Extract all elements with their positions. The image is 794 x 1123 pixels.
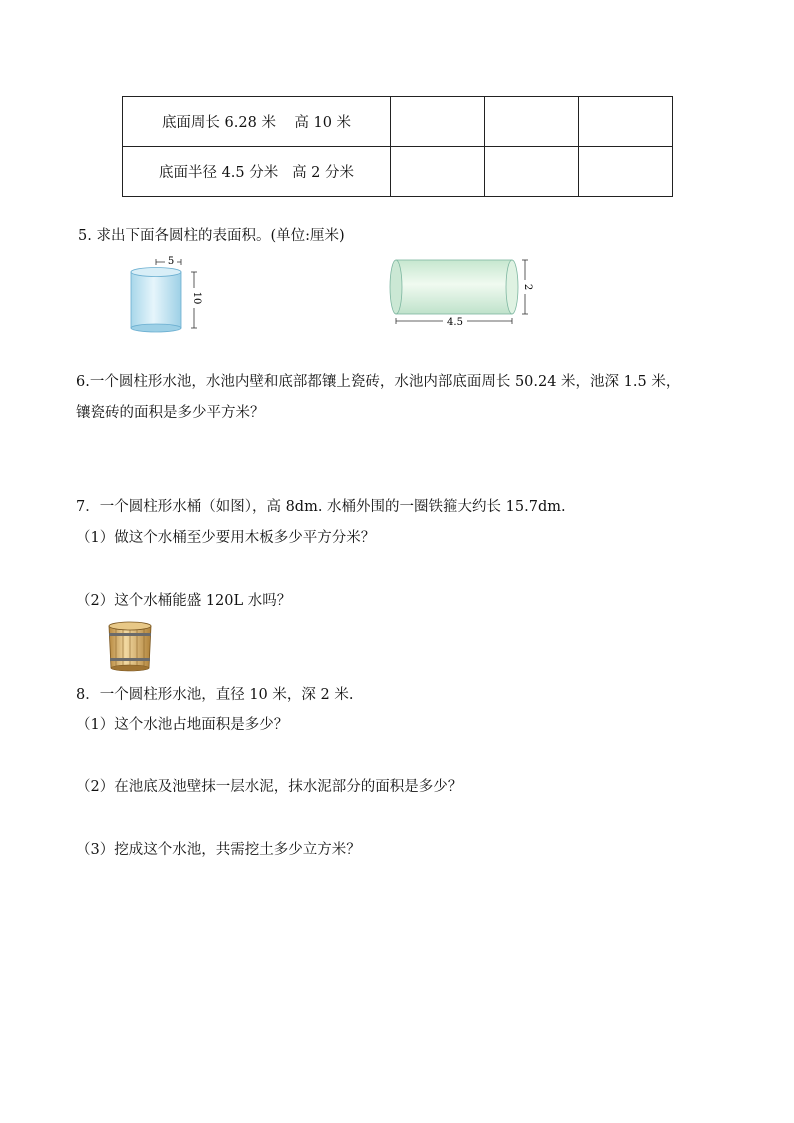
table-cell-label: 底面周长 6.28 米 高 10 米: [123, 97, 391, 147]
question-8-sub-3: （3）挖成这个水池，共需挖土多少立方米？: [76, 842, 361, 858]
table-cell: [579, 97, 673, 147]
table-row: [123, 147, 673, 197]
table-cell: [391, 147, 485, 197]
length-label: 4.5: [447, 317, 463, 328]
question-7-text: 7．一个圆柱形水桶（如图），高 8dm. 水桶外围的一圈铁箍大约长 15.7dm.: [76, 499, 566, 515]
diameter-label: 2: [522, 283, 533, 291]
diameter-label: 5: [167, 256, 175, 267]
table-cell: [485, 97, 579, 147]
question-7-sub-2: （2）这个水桶能盛 120L 水吗？: [76, 593, 292, 609]
cylinder-data-table: [122, 96, 673, 197]
question-6-line-2: 镶瓷砖的面积是多少平方米？: [76, 405, 265, 421]
question-8-sub-1: （1）这个水池占地面积是多少？: [76, 717, 289, 733]
table-row: [123, 97, 673, 147]
cylinder-figure-upright: [120, 250, 210, 334]
question-5-text: 5. 求出下面各圆柱的表面积。(单位:厘米): [78, 228, 345, 244]
question-8-sub-2: （2）在池底及池壁抹一层水泥，抹水泥部分的面积是多少？: [76, 779, 463, 795]
cylinder-figure-horizontal: [385, 254, 535, 330]
table-cell: [579, 147, 673, 197]
table-cell: [391, 97, 485, 147]
table-cell-label: 底面半径 4.5 分米 高 2 分米: [123, 147, 391, 197]
height-label: 10: [191, 291, 202, 305]
question-6-line-1: 6.一个圆柱形水池，水池内壁和底部都镶上瓷砖，水池内部底面周长 50.24 米，池深 1.5 米，: [76, 374, 681, 390]
question-7-sub-1: （1）做这个水桶至少要用木板多少平方分米？: [76, 530, 376, 546]
question-8-text: 8．一个圆柱形水池，直径 10 米，深 2 米.: [76, 687, 354, 703]
table-cell: [485, 147, 579, 197]
wooden-barrel-image: [104, 618, 156, 674]
